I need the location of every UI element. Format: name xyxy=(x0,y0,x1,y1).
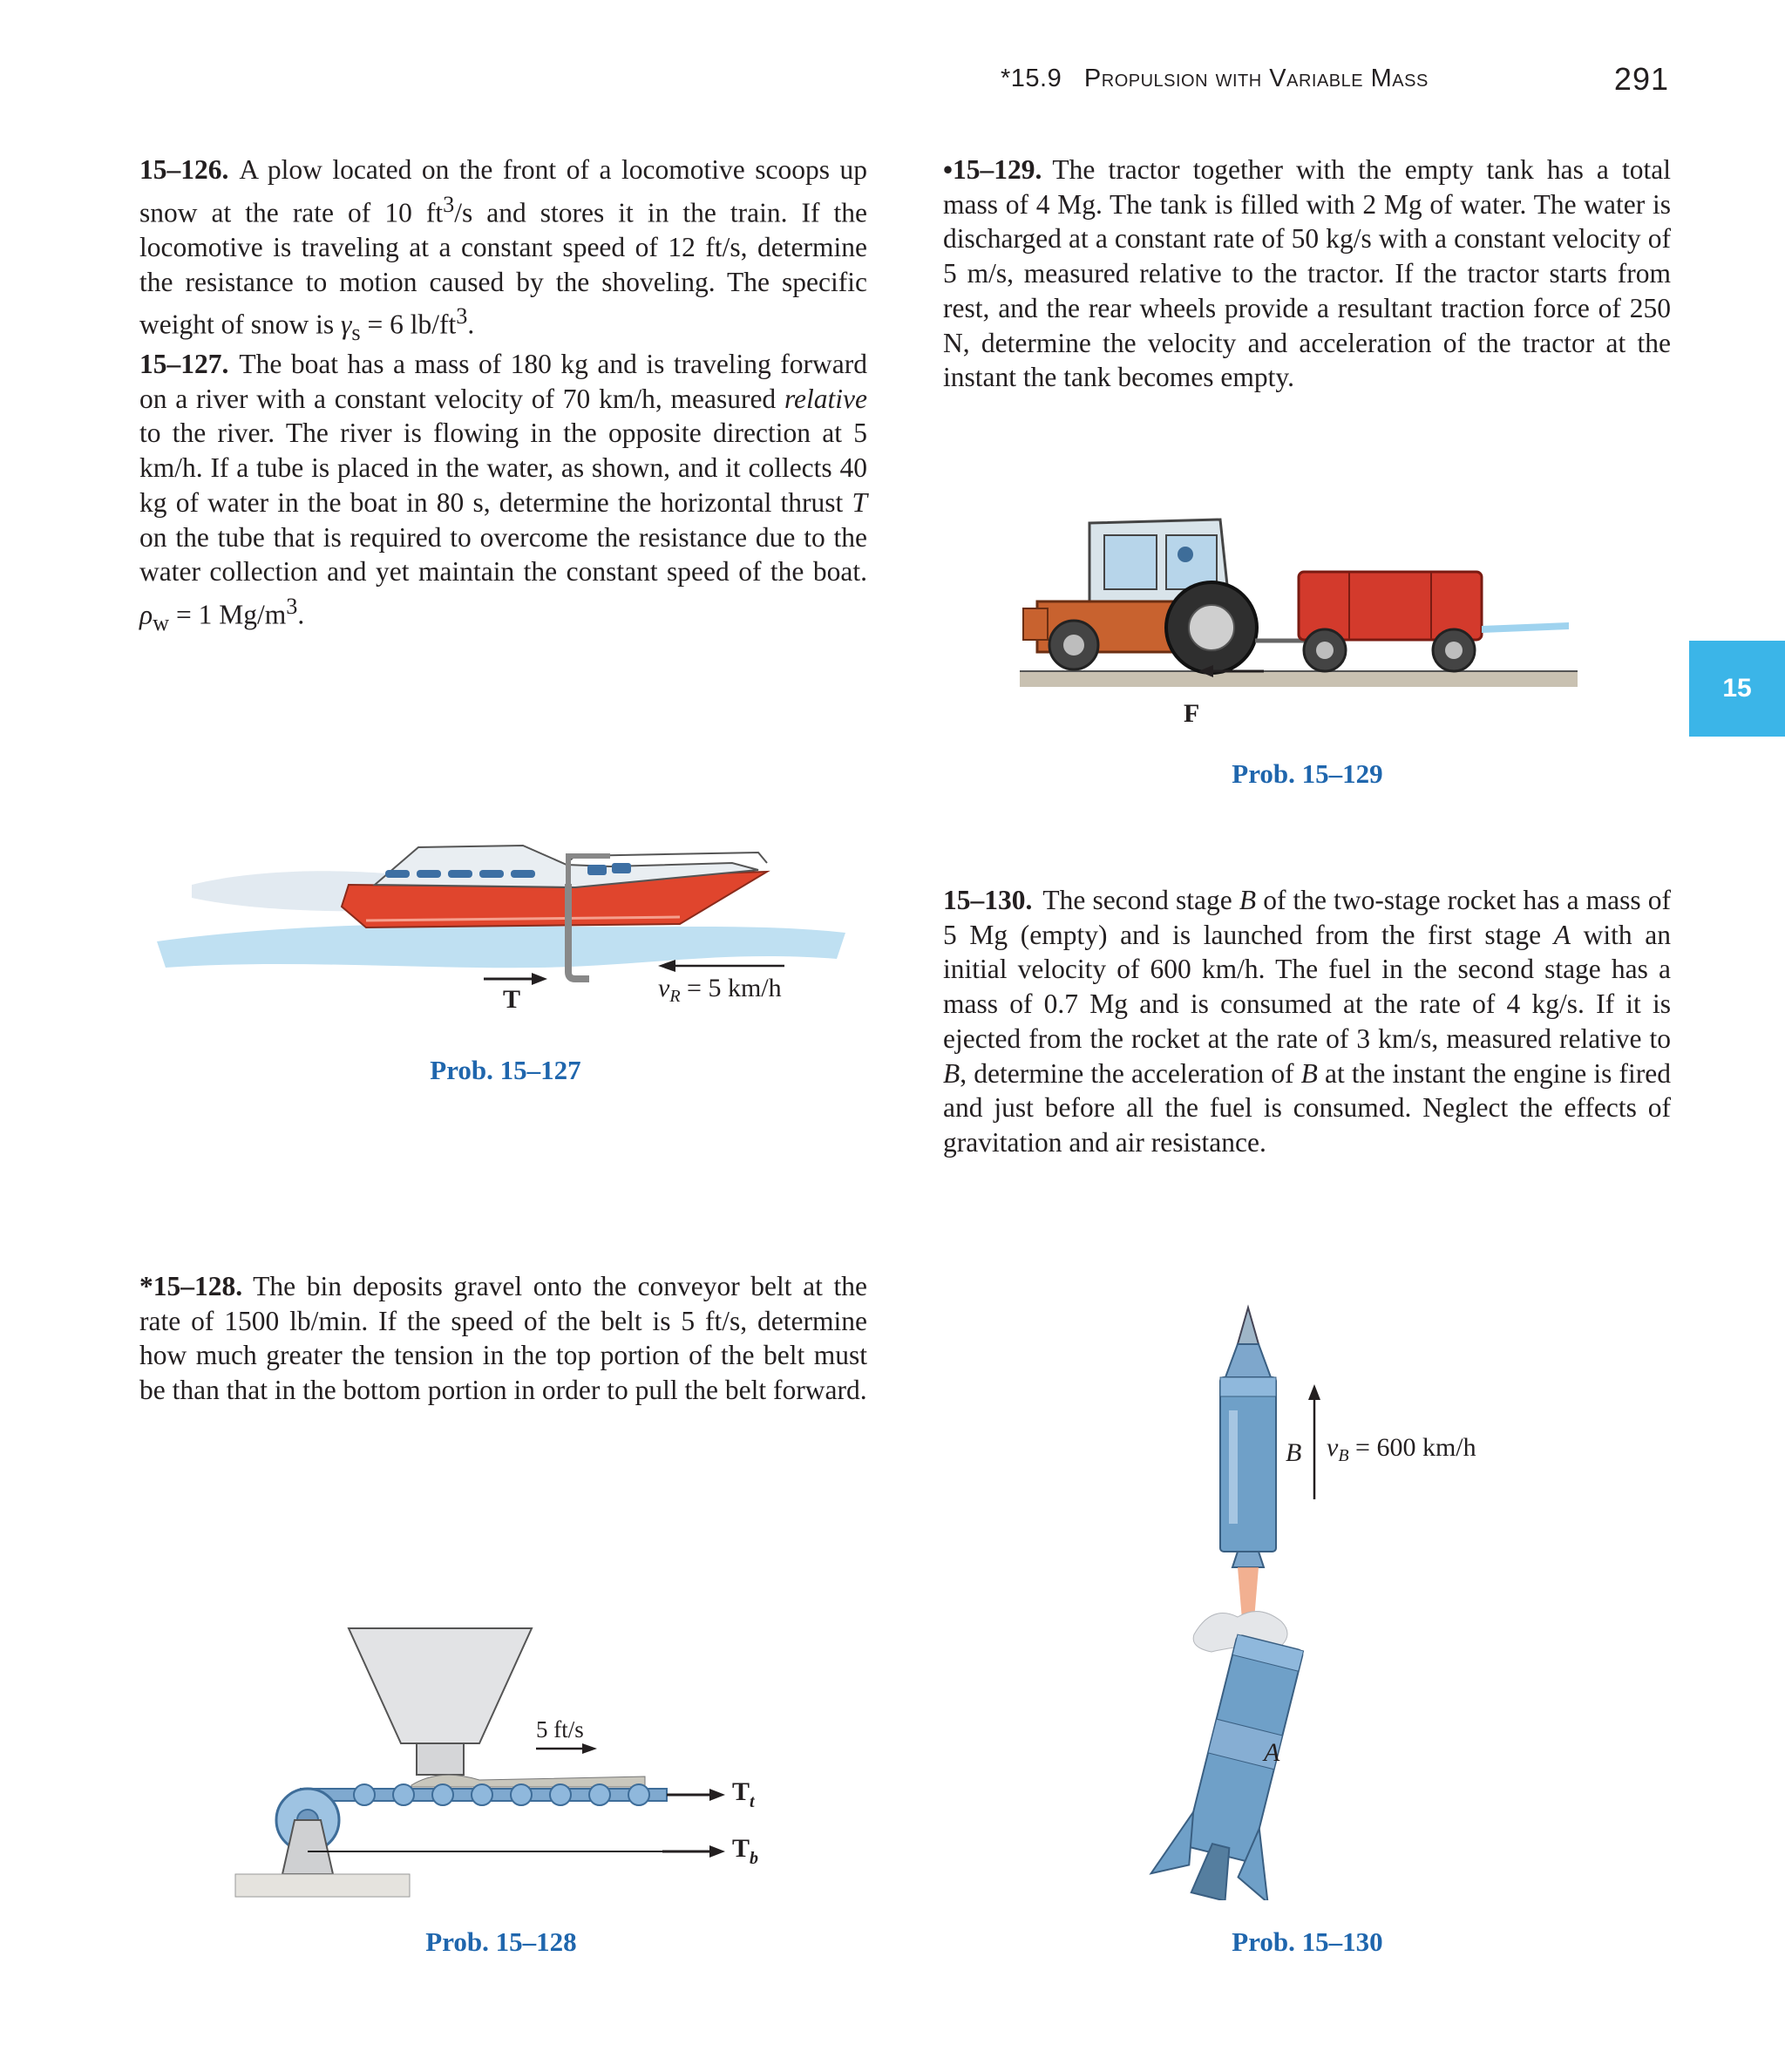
tractor-figure xyxy=(1011,497,1586,732)
stage-b-body xyxy=(1220,1377,1276,1552)
problem-number: 15–130. xyxy=(943,885,1033,915)
section-title: Propulsion with Variable Mass xyxy=(1083,65,1429,92)
front-wheel-hub xyxy=(1063,635,1084,656)
caption-15-130: Prob. 15–130 xyxy=(1232,1926,1383,1957)
river-water xyxy=(157,924,845,968)
trailer-wheel-front-hub xyxy=(1316,642,1334,659)
stage-b-collar xyxy=(1220,1377,1276,1396)
cab-window-front xyxy=(1104,535,1157,589)
problem-number: •15–129. xyxy=(943,154,1042,185)
driver-icon xyxy=(1178,547,1193,562)
rear-wheel-hub xyxy=(1189,605,1234,650)
chapter-tab: 15 xyxy=(1689,641,1785,737)
thrust-arrowhead xyxy=(532,973,547,985)
river-velocity-label: $v_R = 5$ km/h xyxy=(658,974,782,1006)
stage-b-nose-cone xyxy=(1238,1308,1259,1344)
top-tension-arrowhead xyxy=(709,1789,725,1801)
stage-b-label: B xyxy=(1286,1438,1302,1467)
conveyor-figure xyxy=(227,1621,784,1900)
problem-number: 15–126. xyxy=(139,154,229,185)
page-number: 291 xyxy=(1613,61,1669,97)
caption-15-128: Prob. 15–128 xyxy=(425,1926,577,1957)
problem-number: *15–128. xyxy=(139,1271,243,1301)
bottom-tension-arrowhead xyxy=(709,1845,725,1858)
thrust-label: T xyxy=(502,985,521,1014)
boat-figure xyxy=(157,819,854,1029)
belt-speed-label: 5 ft/s xyxy=(536,1716,584,1743)
problem-15-126: 15–126. A plow located on the front of a locomotive scoops up snow at the rate of 10 $ft^3/s$ and stores it in the train. If the locomotive is traveling at a constant speed of 12 ft/s, determine the resistance to motion caused by the shoveling. The specific weight of snow is $\gamma_s = 6$ $lb/ft^3$. xyxy=(139,154,867,346)
section-heading: *15.9 Propulsion with Variable Mass xyxy=(1001,65,1429,92)
stage-b-nozzle xyxy=(1232,1552,1264,1567)
stage-b-nose xyxy=(1225,1344,1271,1377)
caption-15-127: Prob. 15–127 xyxy=(430,1055,581,1085)
stage-a-label: A xyxy=(1264,1738,1280,1767)
trailer-wheel-rear-hub xyxy=(1445,642,1463,659)
tractor-grille xyxy=(1023,608,1048,640)
traction-force-label: F xyxy=(1184,699,1200,728)
stage-a xyxy=(1149,1628,1328,1900)
rocket-figure xyxy=(1107,1290,1525,1900)
stage-b-highlight xyxy=(1229,1410,1238,1524)
gravel-bin xyxy=(349,1628,532,1743)
problem-15-128: *15–128. The bin deposits gravel onto the conveyor belt at the rate of 1500 lb/min. If the speed of the belt is 5 ft/s, determine how much greater the tension in the top portion of the belt must be than that in the bottom portion in order to pull the belt forward. xyxy=(139,1271,867,1406)
ground xyxy=(1020,671,1578,687)
river-velocity-arrowhead xyxy=(658,960,675,972)
water-jet xyxy=(1482,622,1569,633)
problem-number: 15–127. xyxy=(139,349,229,379)
running-header xyxy=(994,61,1669,103)
velocity-label: $v_B = 600$ km/h xyxy=(1327,1433,1476,1465)
caption-15-129: Prob. 15–129 xyxy=(1232,758,1383,789)
bin-spout xyxy=(417,1743,464,1775)
belt-speed-arrowhead xyxy=(582,1743,597,1754)
top-tension-label: $T_t$ xyxy=(732,1777,755,1811)
ground-base xyxy=(235,1874,410,1897)
bottom-tension-label: $T_b$ xyxy=(732,1834,759,1868)
problem-15-127: 15–127. The boat has a mass of 180 kg and is traveling forward on a river with a constant velocity of 70 km/h, measured relative to the river. The river is flowing in the opposite direction at 5 km/h. If a tube is placed in the water, as shown, and it collects 40 kg of water in the boat in 80 s, determine the horizontal thrust T on the tube that is required to overcome the resistance due to the water collection and yet maintain the constant speed of the boat. $\rho_w = 1$ $Mg/m^3$. xyxy=(139,349,867,635)
problem-15-130: 15–130. The second stage B of the two-stage rocket has a mass of 5 Mg (empty) and is launched from the first stage A with an initial velocity of 600 km/h. The fuel in the second stage has a mass of 0.7 Mg and is consumed at the rate of 4 kg/s. If it is ejected from the rocket at the rate of 3 km/s, measured relative to B, determine the acceleration of B at the instant the engine is fired and just before all the fuel is consumed. Neglect the effects of gravitation and air resistance. xyxy=(943,885,1672,1158)
velocity-arrowhead xyxy=(1308,1384,1320,1400)
problem-15-129: •15–129. The tractor together with the empty tank has a total mass of 4 Mg. The tank is filled with 2 Mg of water. The water is discharged at a constant rate of 50 kg/s with a constant velocity of 5 m/s, measured relative to the tractor. If the tractor starts from rest, and the rear wheels provide a resultant traction force of 250 N, determine the velocity and acceleration of the tractor at the instant the tank becomes empty. xyxy=(943,154,1671,393)
